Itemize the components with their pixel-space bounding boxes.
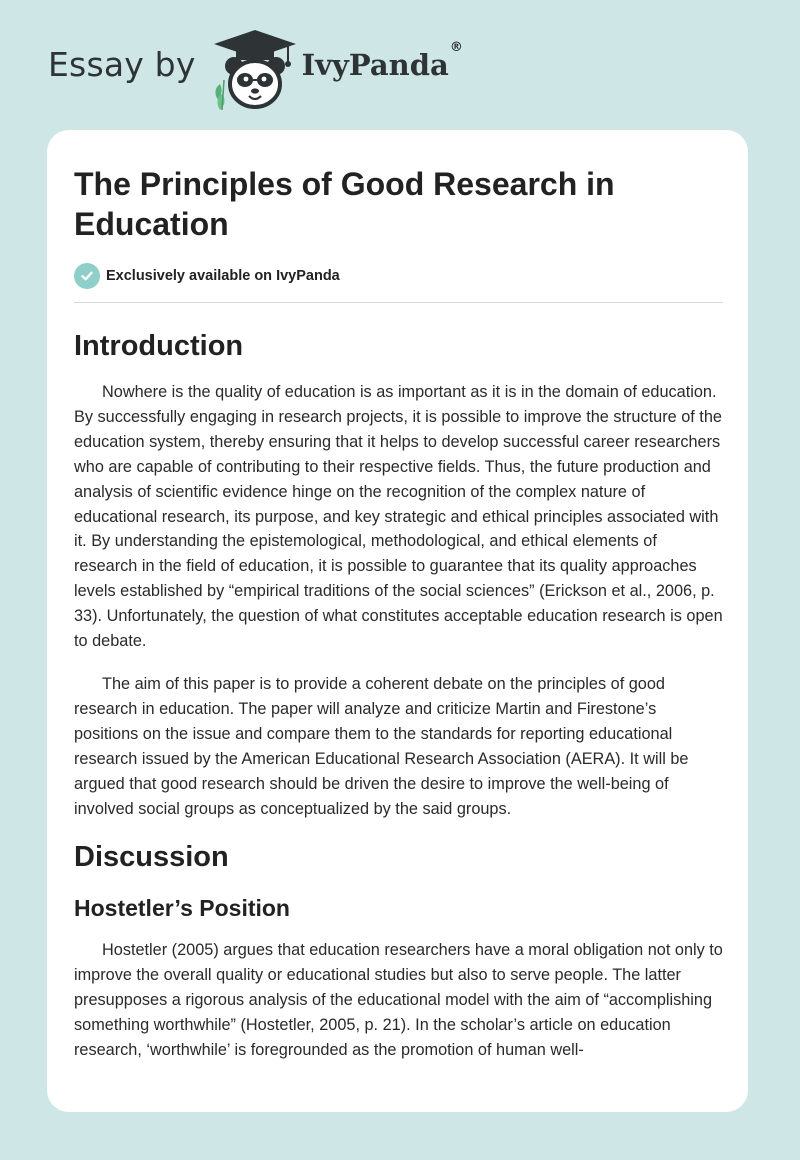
paragraph: The aim of this paper is to provide a coherent debate on the principles of good research in education. The paper will analyze and criticize Martin and Firestone’s positions on the issue and compare them to the standards for reporting educational research issued by the American Educational Research Association (AERA). It will be argued that good research should be driven the desire to improve the well-being of involved social groups as conceptualized by the said groups. bbox=[74, 674, 689, 818]
paragraph: Nowhere is the quality of education is as important as it is in the domain of education. By successfully engaging in research projects, it is possible to improve the structure of the education system, thereby ensuring that it helps to develop successful career researchers who are capable of contributing to their respective fields. Thus, the future production and analysis of scientific evidence hinge on the recognition of the complex nature of educational research, its purpose, and key strategic and ethical principles associated with it. By understanding the epistemological, methodological, and ethical elements of research in the field of education, it is possible to guarantee that its quality approaches levels established by “empirical traditions of the social sciences” (Erickson et al., 2006, p. 33). Unfortunately, the question of what constitutes acceptable education research is open to debate. bbox=[74, 383, 723, 651]
registered-mark: ® bbox=[449, 40, 463, 55]
checkmark-icon bbox=[74, 263, 100, 289]
section-introduction bbox=[74, 328, 724, 821]
exclusive-badge-label: Exclusively available on IvyPanda bbox=[106, 268, 340, 284]
section-heading: Introduction bbox=[74, 330, 244, 362]
site-brand bbox=[48, 28, 463, 112]
essay-title: The Principles of Good Research in Education bbox=[74, 166, 615, 242]
exclusive-badge bbox=[74, 262, 724, 290]
brand-name-text: IvyPanda bbox=[301, 48, 449, 82]
subsection-heading: Hostetler’s Position bbox=[74, 895, 290, 922]
brand-prefix: Essay by bbox=[48, 44, 196, 84]
essay-content bbox=[74, 130, 724, 1063]
brand-name bbox=[301, 40, 463, 82]
paragraph: Hostetler (2005) argues that education researchers have a moral obligation not only to improve the overall quality or educational studies but also to serve people. The latter presupposes a rigorous analysis of the educational model with the aim of “accomplishing something worthwhile” (Hostetler, 2005, p. 21). In the scholar’s article on education research, ‘worthwhile’ is foregrounded as the promotion of human well- bbox=[74, 941, 723, 1060]
card-bottom-padding bbox=[47, 1098, 748, 1112]
panda-graduate-logo-icon bbox=[210, 28, 300, 112]
section-heading: Discussion bbox=[74, 841, 229, 874]
section-discussion bbox=[74, 839, 724, 1063]
essay-card bbox=[47, 130, 748, 1112]
title-divider bbox=[74, 302, 723, 303]
